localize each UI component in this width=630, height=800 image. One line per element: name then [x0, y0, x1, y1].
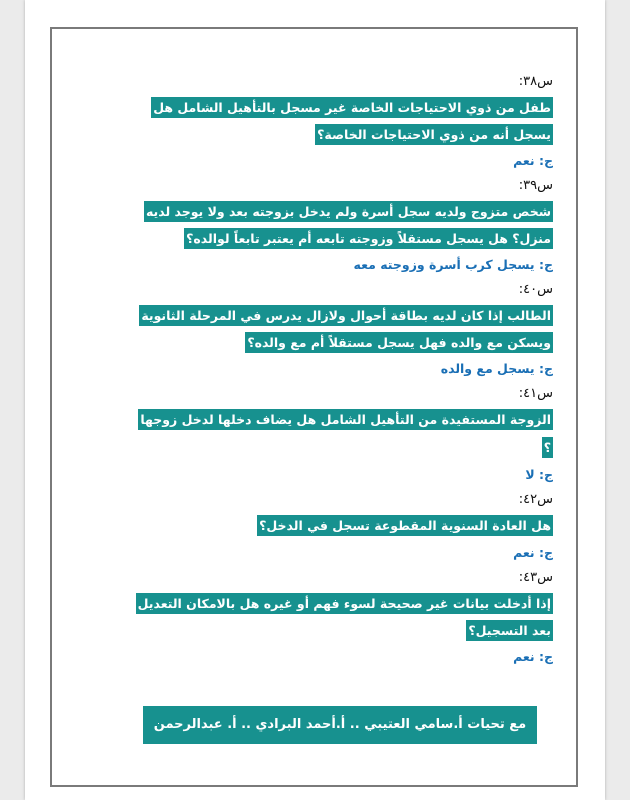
- question-text: طفل من ذوي الاحتياجات الخاصة غير مسجل بالتأهيل الشامل هل يسجل أنه من ذوي الاحتياجات الخاصة؟: [133, 94, 553, 148]
- question-text: إذا أدخلت بيانات غير صحيحة لسوء فهم أو غيره هل بالامكان التعديل بعد التسجيل؟: [133, 590, 553, 644]
- qa-item: [133, 488, 553, 566]
- answer-text: ج: يسجل مع والده: [440, 361, 553, 376]
- document-page: [25, 0, 605, 800]
- question-text: شخص متزوج ولديه سجل أسرة ولم يدخل بزوجته بعد ولا يوجد لديه منزل؟ هل يسجل مستقلاً وزوجته تابعه أم يعتبر تابعاً لوالده؟: [133, 198, 553, 252]
- question-number: س٤٠:: [518, 282, 553, 297]
- answer-text: ج: نعم: [513, 545, 553, 560]
- credits-banner: مع تحيات أ.سامي العتيبي .. أ.أحمد البرادي .. أ. عبدالرحمن اللويحق: [143, 706, 537, 744]
- question-number: س٤٣:: [518, 570, 553, 585]
- question-text: الطالب إذا كان لديه بطاقة أحوال ولازال يدرس في المرحلة الثانوية ويسكن مع والده فهل يسجل مستقلاً أم مع والده؟: [133, 302, 553, 356]
- question-number: س٣٩:: [518, 178, 553, 193]
- qa-item: [133, 566, 553, 670]
- answer-text: ج: نعم: [513, 153, 553, 168]
- question-number: س٤٢:: [518, 492, 553, 507]
- qa-item: [133, 70, 553, 174]
- qa-list: [133, 70, 553, 670]
- answer-text: ج: يسجل كرب أسرة وزوجته معه: [353, 257, 553, 272]
- question-number: س٤١:: [518, 386, 553, 401]
- qa-item: [133, 382, 553, 488]
- question-text: هل العادة السنوية المقطوعة تسجل في الدخل؟: [133, 512, 553, 540]
- question-text: الزوجة المستفيدة من التأهيل الشامل هل يضاف دخلها لدخل زوجها ؟: [133, 406, 553, 462]
- answer-text: ج: نعم: [513, 649, 553, 664]
- qa-item: [133, 278, 553, 382]
- qa-item: [133, 174, 553, 278]
- answer-text: ج: لا: [525, 467, 553, 482]
- question-number: س٣٨:: [518, 74, 553, 89]
